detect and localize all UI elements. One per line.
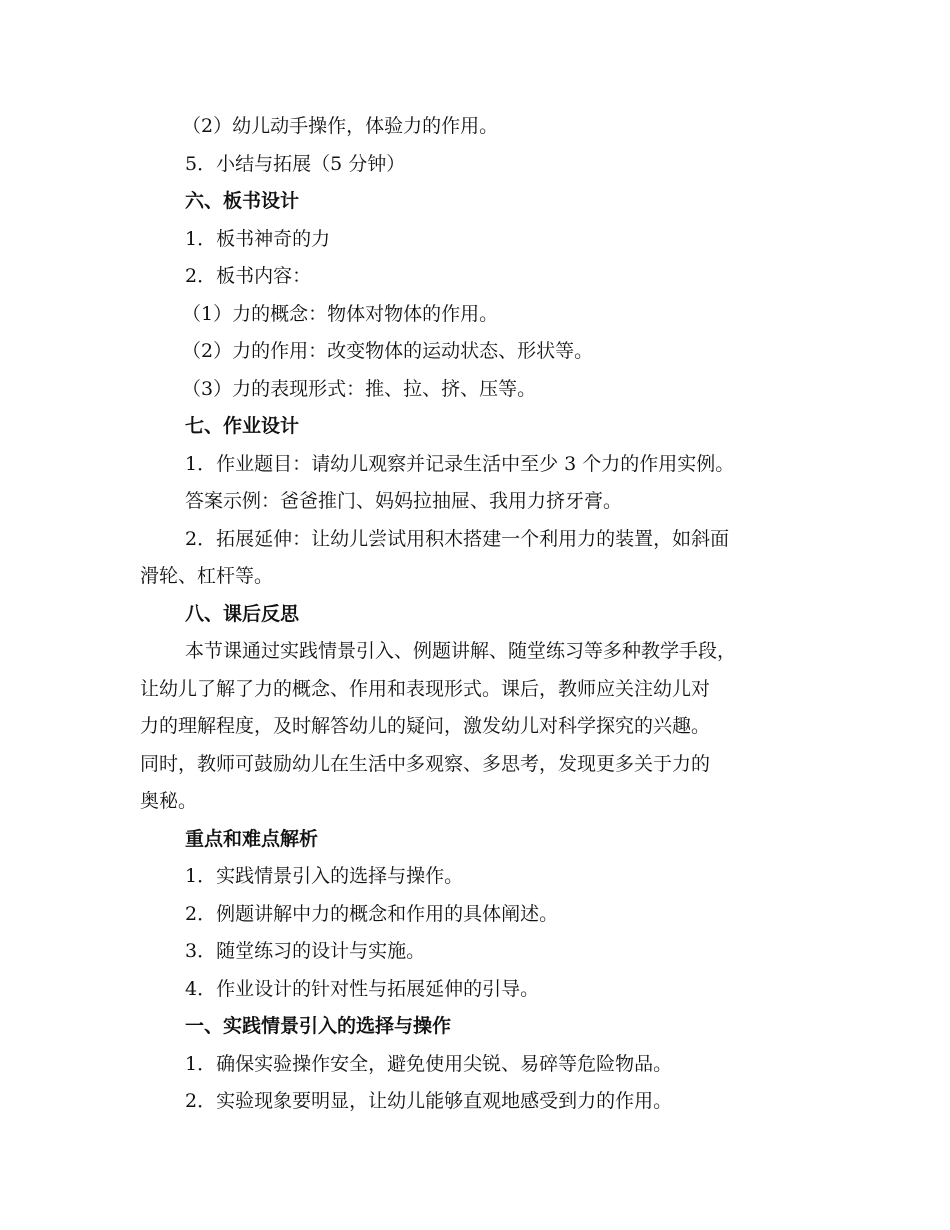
list-item-paren-3-forms: （3）力的表现形式：推、拉、挤、压等。 [182,377,537,400]
paragraph-line: 力的理解程度，及时解答幼儿的疑问，激发幼儿对科学探究的兴趣。 [140,715,711,737]
section-heading-6-board-design: 六、板书设计 [185,190,300,212]
list-item-1-homework-topic: 1．作业题目：请幼儿观察并记录生活中至少 3 个力的作用实例。 [185,452,735,475]
list-item-paren-2-hands-on: （2）幼儿动手操作，体验力的作用。 [182,115,499,137]
section-heading-8-reflection: 八、课后反思 [185,602,300,625]
document-body [140,108,820,1121]
list-item-3-key-point: 3．随堂练习的设计与实施。 [185,940,426,962]
section-heading-1-scenario: 一、实践情景引入的选择与操作 [185,1015,452,1037]
section-heading-key-points: 重点和难点解析 [185,827,319,850]
paragraph-line: 同时，教师可鼓励幼儿在生活中多观察、多思考，发现更多关于力的 [140,752,711,775]
section-heading-7-homework: 七、作业设计 [185,415,300,437]
list-item-1-key-point: 1．实践情景引入的选择与操作。 [185,865,464,887]
list-item-2-board-content: 2．板书内容： [185,265,312,287]
list-item-paren-2-effect: （2）力的作用：改变物体的运动状态、形状等。 [182,340,594,362]
list-item-2-phenomenon: 2．实验现象要明显，让幼儿能够直观地感受到力的作用。 [185,1090,673,1112]
list-item-4-key-point: 4．作业设计的针对性与拓展延伸的引导。 [185,977,540,1000]
paragraph-continuation: 滑轮、杠杆等。 [140,565,274,587]
list-item-2-extension: 2．拓展延伸：让幼儿尝试用积木搭建一个利用力的装置，如斜面 [185,527,730,550]
paragraph-line: 奥秘。 [140,790,198,812]
list-item-1-board-title: 1．板书神奇的力 [185,227,331,250]
list-item-2-key-point: 2．例题讲解中力的概念和作用的具体阐述。 [185,902,559,925]
list-item-paren-1-concept: （1）力的概念：物体对物体的作用。 [182,302,499,325]
list-item-1-safety: 1．确保实验操作安全，避免使用尖锐、易碎等危险物品。 [185,1052,673,1075]
paragraph-line: 本节课通过实践情景引入、例题讲解、随堂练习等多种教学手段， [185,640,737,662]
answer-example: 答案示例：爸爸推门、妈妈拉抽屉、我用力挤牙膏。 [185,490,623,512]
list-item-5-summary: 5．小结与拓展（5 分钟） [185,152,406,175]
paragraph-line: 让幼儿了解了力的概念、作用和表现形式。课后，教师应关注幼儿对 [140,677,711,700]
